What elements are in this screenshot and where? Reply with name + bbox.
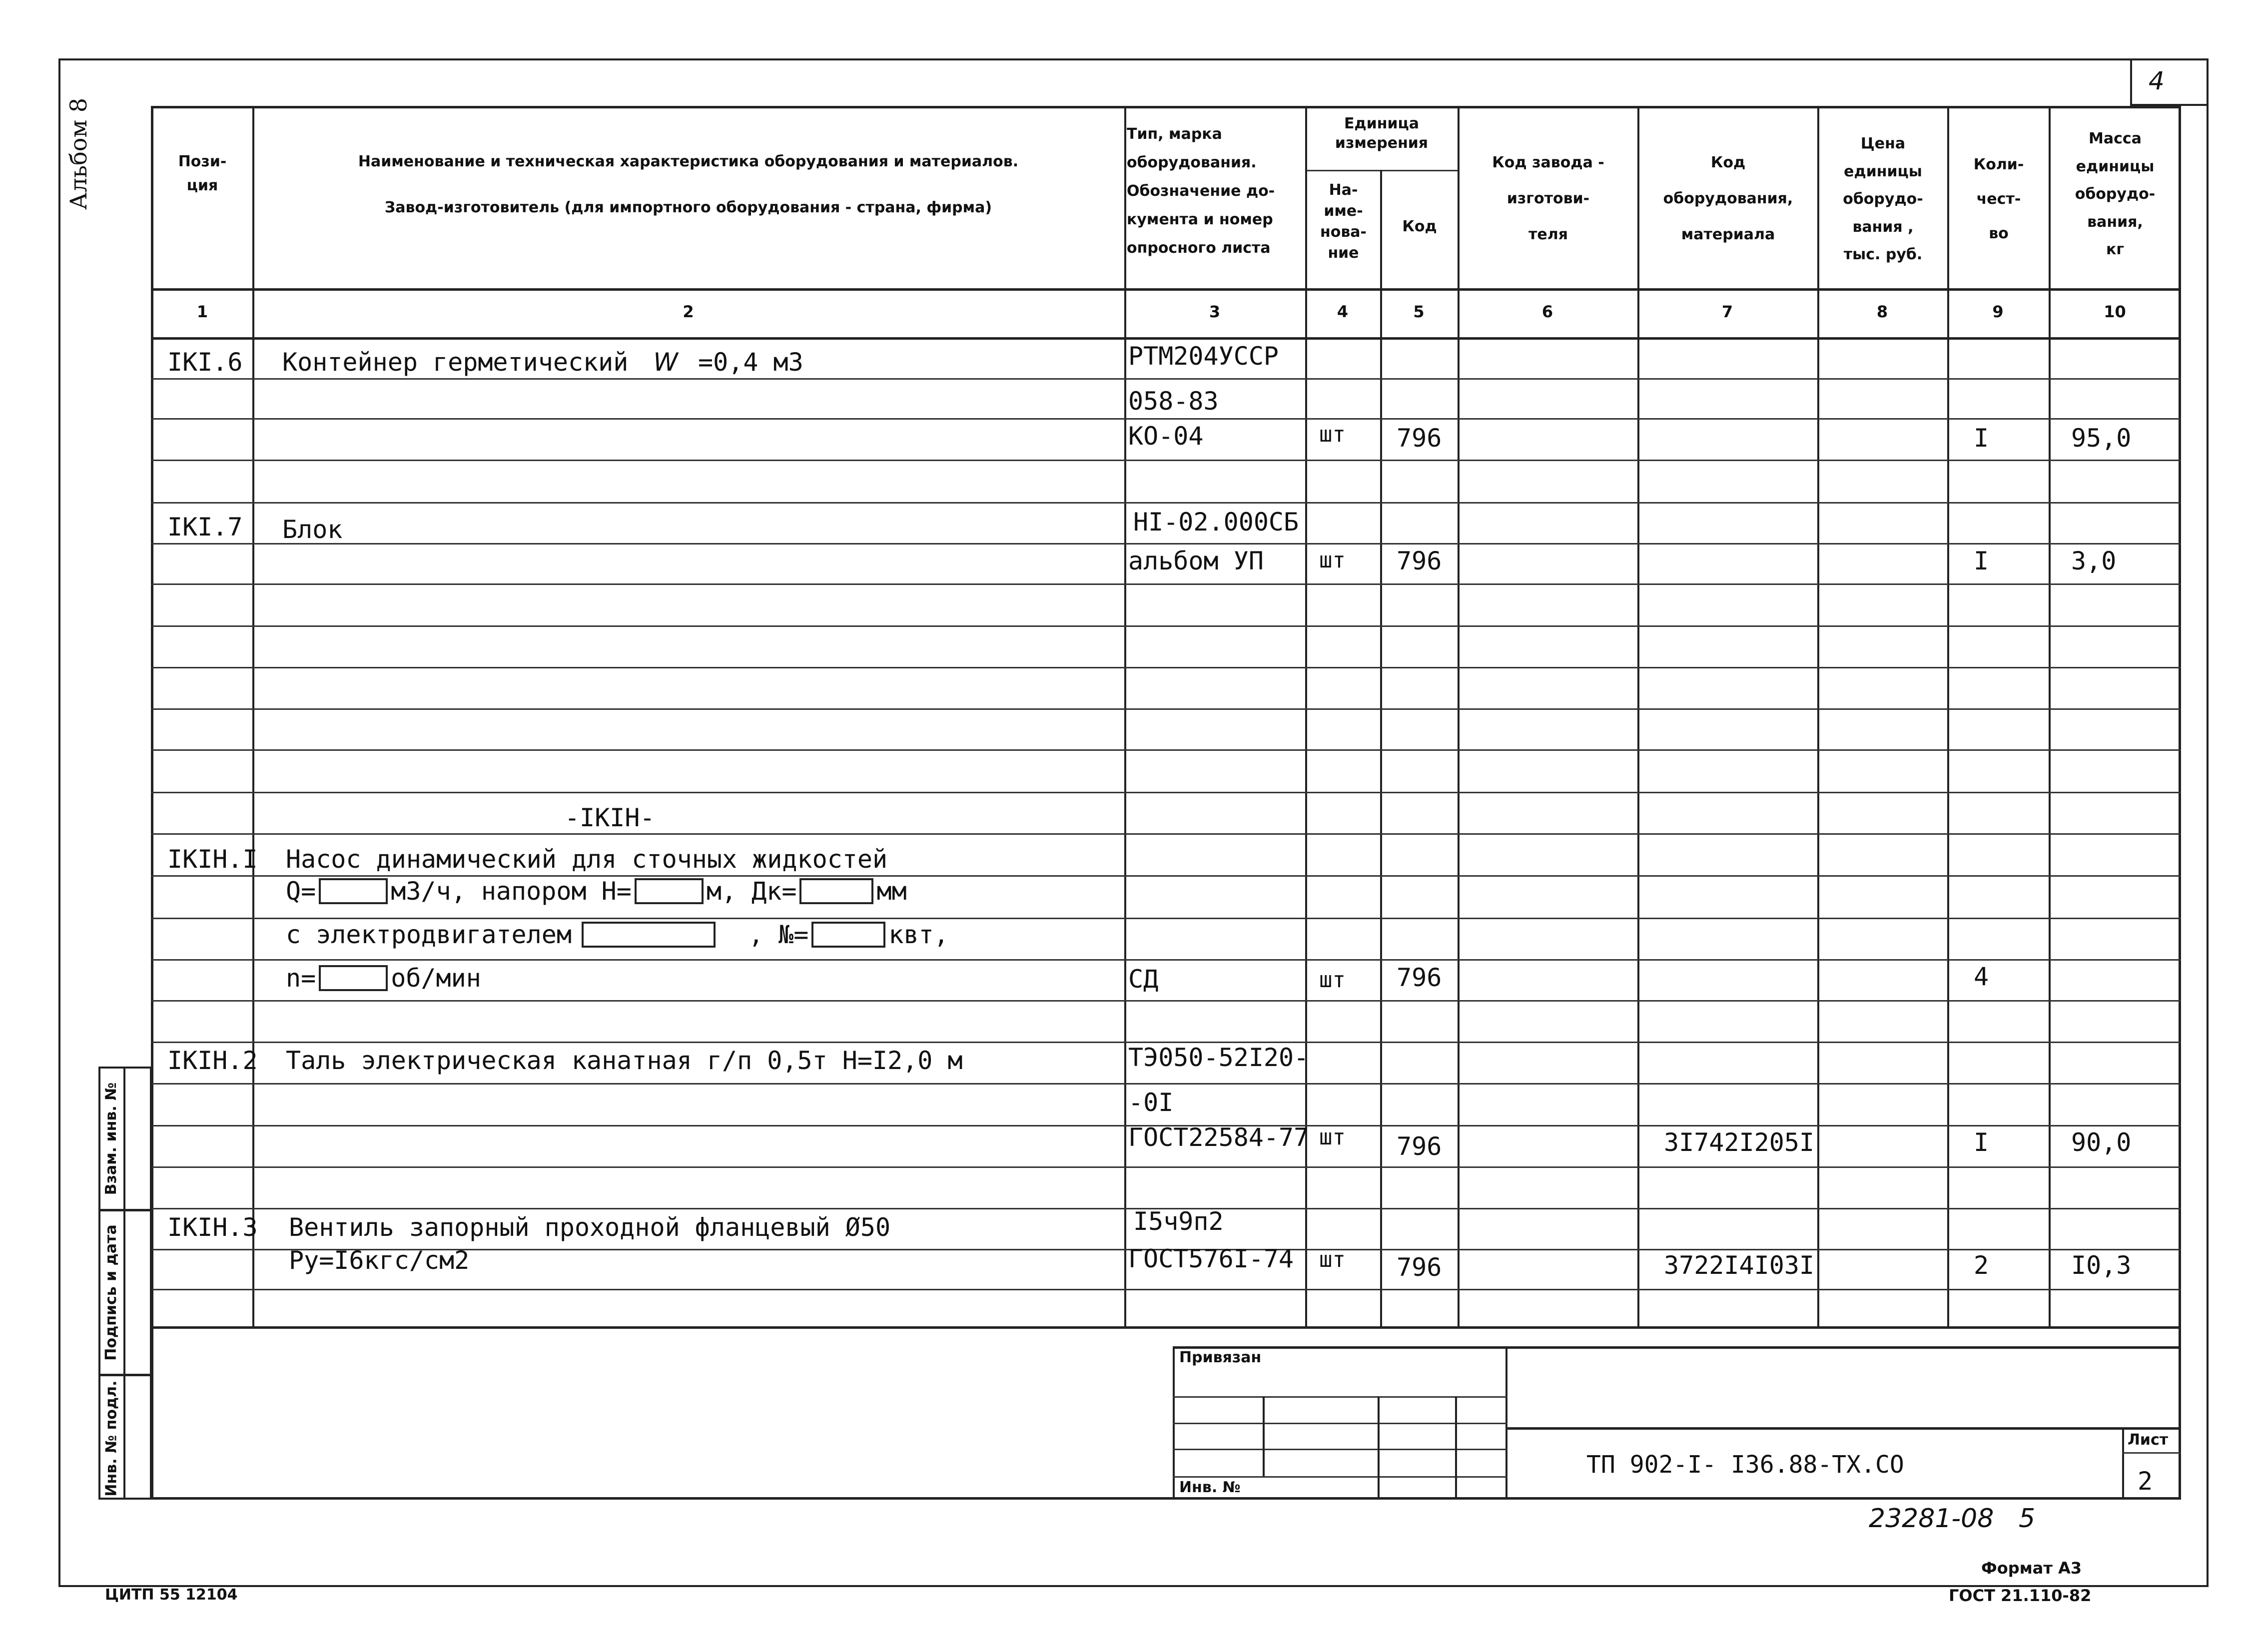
mass-ikih2: 90,0	[2071, 1128, 2132, 1157]
type-iki6-3: КО-04	[1128, 422, 1204, 451]
name-ikih2: Таль электрическая канатная г/п 0,5т Н=I2,0 м	[286, 1046, 963, 1075]
citp-label: ЦИТП 55 12104	[105, 1586, 238, 1604]
row-line	[151, 378, 2181, 380]
qty-ikih3: 2	[1974, 1251, 1989, 1280]
mass-iki6: 95,0	[2071, 424, 2132, 453]
col-line-1	[252, 106, 254, 1327]
side-stamp-sep	[98, 1209, 152, 1211]
motor-value-box[interactable]	[582, 922, 716, 948]
header-bottom-line	[151, 288, 2181, 291]
row-line	[151, 1083, 2181, 1085]
col-line-5	[1458, 106, 1460, 1327]
doc-code-line	[1507, 1427, 2181, 1430]
power-label: , №=	[748, 920, 809, 949]
sheet-box-line	[2122, 1452, 2181, 1454]
privyazan-col	[1455, 1396, 1457, 1500]
row-line	[151, 1166, 2181, 1168]
mass-ikih3: I0,3	[2071, 1251, 2132, 1280]
header-name-line1: Наименование и техническая характеристика оборудования и материалов.	[358, 153, 1019, 170]
equip-code-ikih3: 3722I4I03I	[1664, 1251, 1815, 1280]
side-stamp-inv: Инв. № подл.	[102, 1380, 120, 1497]
header-equipment-code: Код оборудования, материала	[1663, 154, 1793, 243]
numbering-bottom-line	[151, 337, 2181, 340]
col-number-6: 6	[1541, 302, 1553, 321]
name-iki7: Блок	[282, 515, 343, 544]
header-price: Цена единицы оборудо- вания , тыс. руб.	[1843, 135, 1923, 263]
header-type: Тип, марка оборудования. Обозначение до- кумента и номер опросного листа	[1127, 125, 1275, 257]
type-ikih3-1: I5ч9п2	[1133, 1207, 1224, 1236]
qty-iki7: I	[1974, 547, 1989, 575]
name-ikih3-2: Ру=I6кгс/см2	[289, 1246, 470, 1275]
power-value-box[interactable]	[811, 922, 885, 948]
row-line	[151, 502, 2181, 504]
sheet-label: Лист	[2128, 1431, 2169, 1449]
qty-ikih2: I	[1974, 1128, 1989, 1157]
header-quantity: Коли- чест- во	[1973, 156, 2024, 242]
col-line-6	[1637, 106, 1639, 1327]
pos-ikih2: IKIH.2	[167, 1046, 258, 1075]
col-number-5: 5	[1413, 302, 1425, 321]
table-body-bottom	[151, 1326, 2181, 1329]
row-line	[151, 418, 2181, 420]
side-stamp-signature: Подпись и дата	[102, 1224, 120, 1361]
header-factory-code: Код завода - изготови- теля	[1492, 154, 1604, 243]
row-line	[151, 667, 2181, 668]
header-unit-code: Код	[1402, 218, 1437, 235]
col-number-4: 4	[1337, 302, 1349, 321]
motor-line	[286, 922, 949, 948]
row-line	[151, 749, 2181, 751]
album-label: Альбом 8	[65, 97, 92, 210]
handwritten-number: 23281-08 5	[1869, 1504, 2036, 1534]
col-line-8	[1947, 106, 1949, 1327]
header-unit-group: Единица измерения	[1335, 115, 1429, 152]
row-line	[151, 918, 2181, 919]
row-line	[151, 543, 2181, 545]
col-line-4	[1380, 170, 1382, 1327]
code-iki6: 796	[1397, 424, 1442, 453]
col-number-7: 7	[1721, 302, 1733, 321]
type-iki7-2: альбом УП	[1128, 547, 1264, 575]
rpm-value-box[interactable]	[319, 965, 388, 991]
type-ikih2-2: -0I	[1128, 1088, 1174, 1117]
name-ikih1: Насос динамический для сточных жидкостей	[286, 845, 888, 874]
type-iki6-2: 058-83	[1128, 387, 1219, 416]
type-ikih2-3: ГОСТ22584-77	[1128, 1123, 1309, 1152]
header-unit-name: На- име- нова- ние	[1320, 181, 1367, 262]
dk-unit-label: мм	[876, 877, 907, 906]
name-iki6	[282, 350, 803, 375]
rpm-unit-label: об/мин	[391, 964, 481, 993]
col-line-9	[2049, 106, 2051, 1327]
unit-ikih3: шт	[1319, 1247, 1346, 1272]
row-line	[151, 1000, 2181, 1002]
type-ikih1: СД	[1128, 965, 1159, 994]
side-stamp-divider	[123, 1067, 125, 1500]
privyazan-col	[1378, 1396, 1380, 1500]
type-ikih2-1: ТЭ050-52I20-	[1128, 1043, 1309, 1072]
dk-value-box[interactable]	[799, 878, 873, 904]
col-number-1: 1	[196, 302, 208, 321]
type-ikih3-2: ГОСТ576I-74	[1128, 1244, 1294, 1273]
corner-sheet-number: 4	[2149, 66, 2165, 95]
q-unit-label: м3/ч, напором Н=	[391, 877, 632, 906]
col-line-2	[1124, 106, 1126, 1327]
header-mass: Масса единицы оборудо- вания, кг	[2075, 130, 2156, 258]
row-line	[151, 792, 2181, 793]
col-number-3: 3	[1209, 302, 1221, 321]
rpm-line	[286, 965, 481, 991]
pump-params-line	[286, 878, 907, 904]
h-unit-label: м, Дк=	[706, 877, 797, 906]
row-line	[151, 959, 2181, 961]
doc-code: ТП 902-I- I36.88-ТХ.СО	[1586, 1451, 1904, 1479]
col-number-10: 10	[2104, 302, 2126, 321]
sheet-box-left	[2122, 1427, 2124, 1500]
unit-iki7: шт	[1319, 548, 1346, 573]
code-iki7: 796	[1397, 547, 1442, 575]
col-line-7	[1817, 106, 1819, 1327]
privyazan-line	[1173, 1396, 1507, 1398]
side-stamp-replace: Взам. инв. №	[102, 1082, 120, 1195]
name-iki6-w: W	[653, 348, 678, 377]
code-ikih1: 796	[1397, 963, 1442, 992]
sheet-number: 2	[2138, 1467, 2153, 1496]
power-unit-label: квт,	[888, 920, 949, 949]
row-line	[151, 708, 2181, 710]
pos-ikih1: IKIH.I	[167, 845, 258, 874]
col-number-8: 8	[1876, 302, 1888, 321]
privyazan-label: Привязан	[1179, 1349, 1262, 1366]
format-label: Формат А3	[1981, 1559, 2082, 1578]
col-number-9: 9	[1992, 302, 2004, 321]
code-ikih2: 796	[1397, 1132, 1442, 1161]
row-line	[151, 1289, 2181, 1290]
equip-code-ikih2: 3I742I205I	[1664, 1128, 1815, 1157]
q-label: Q=	[286, 877, 316, 906]
section-ikih: -IKIH-	[565, 803, 655, 832]
type-iki6-1: РТМ204УССР	[1128, 342, 1279, 371]
row-line	[151, 460, 2181, 461]
qty-ikih1: 4	[1974, 962, 1989, 991]
inv-no-label: Инв. №	[1179, 1479, 1241, 1496]
motor-label: с электродвигателем	[286, 920, 572, 949]
privyazan-line	[1173, 1449, 1507, 1450]
header-position: Пози- ция	[178, 153, 227, 194]
col-number-2: 2	[683, 302, 694, 321]
header-name-line2: Завод-изготовитель (для импортного оборудования - страна, фирма)	[384, 199, 992, 216]
gost-label: ГОСТ 21.110-82	[1949, 1586, 2092, 1605]
type-iki7-1: HI-02.000СБ	[1133, 508, 1299, 537]
mass-iki7: 3,0	[2071, 547, 2117, 575]
privyazan-line	[1173, 1476, 1507, 1478]
privyazan-line	[1173, 1423, 1507, 1424]
h-value-box[interactable]	[635, 878, 704, 904]
unit-ikih1: шт	[1319, 967, 1346, 993]
q-value-box[interactable]	[319, 878, 388, 904]
name-ikih3: Вентиль запорный проходной фланцевый Ø50	[289, 1213, 891, 1242]
row-line	[151, 625, 2181, 627]
row-line	[151, 583, 2181, 585]
pos-iki7: IKI.7	[167, 513, 243, 542]
name-iki6-b: =0,4 м3	[698, 348, 803, 377]
code-ikih3: 796	[1397, 1253, 1442, 1282]
qty-iki6: I	[1974, 424, 1989, 453]
privyazan-col	[1263, 1396, 1265, 1476]
corner-sheet-box	[2130, 58, 2209, 106]
unit-ikih2: шт	[1319, 1124, 1346, 1150]
row-line	[151, 833, 2181, 835]
unit-iki6: шт	[1319, 422, 1346, 447]
pos-iki6: IKI.6	[167, 348, 243, 377]
rpm-label: n=	[286, 964, 316, 993]
pos-ikih3: IKIH.3	[167, 1213, 258, 1242]
name-iki6-a: Контейнер герметический	[282, 348, 629, 377]
